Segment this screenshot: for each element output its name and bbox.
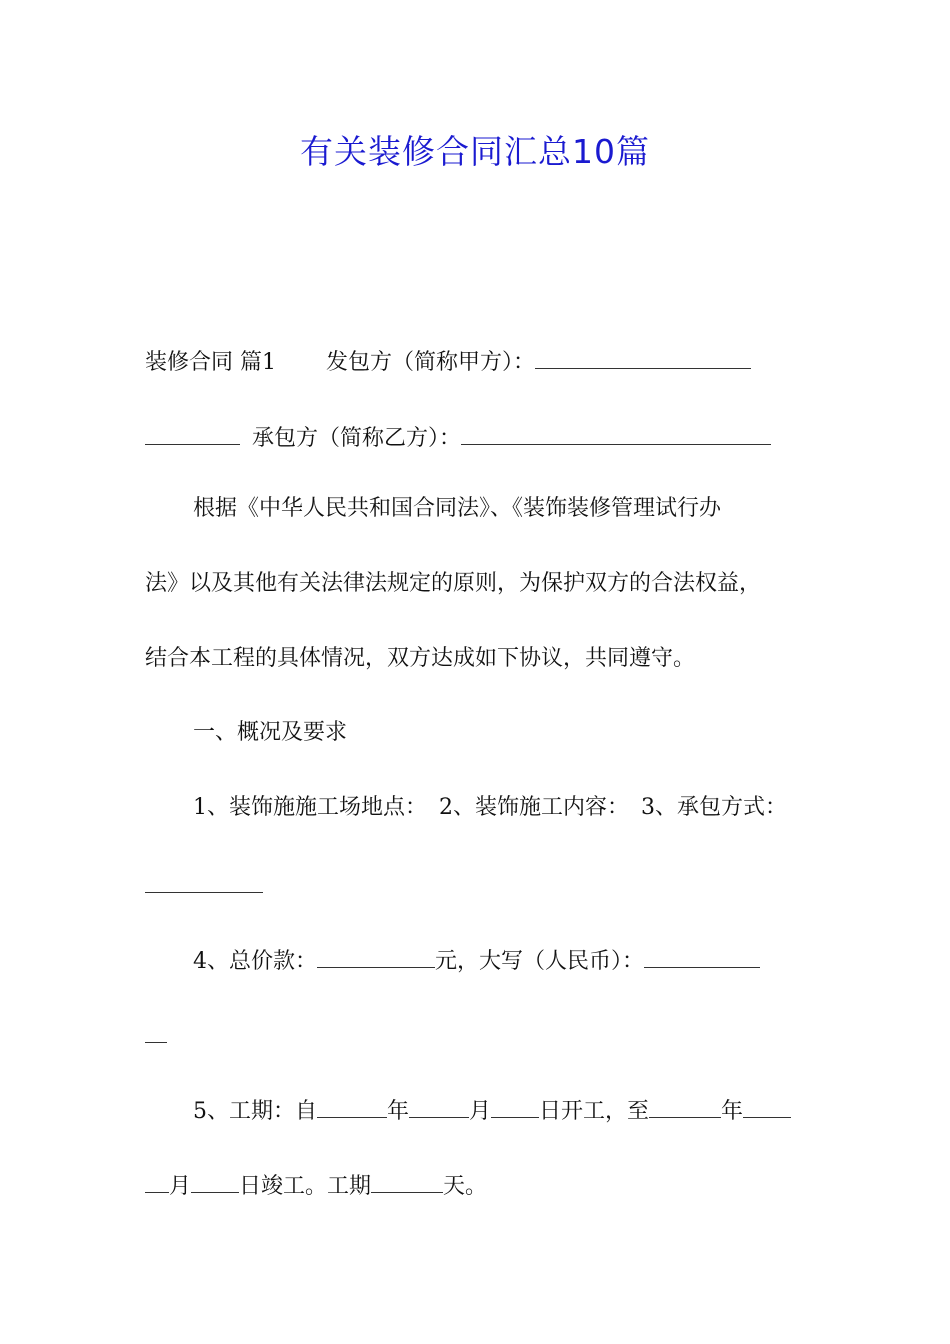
start-year-blank[interactable]: [317, 1091, 387, 1118]
end-month-unit: 月: [169, 1174, 192, 1199]
start-month-unit: 月: [469, 1099, 492, 1124]
price-in-words-blank-continued[interactable]: [145, 1016, 167, 1043]
start-month-blank[interactable]: [409, 1091, 469, 1118]
item-5-continued-line: [145, 1166, 810, 1204]
start-year-unit: 年: [387, 1099, 410, 1124]
total-price-blank[interactable]: [317, 941, 435, 968]
party-a-blank[interactable]: [535, 342, 751, 369]
item-3: 3、承包方式：: [641, 795, 787, 820]
end-year-blank[interactable]: [649, 1091, 721, 1118]
contract-heading: 装修合同 篇1: [145, 350, 276, 375]
start-day-blank[interactable]: [491, 1091, 539, 1118]
party-b-line: [145, 418, 810, 456]
party-b-blank[interactable]: [461, 418, 771, 445]
end-text: 日竣工。工期: [239, 1174, 372, 1199]
days-unit: 天。: [443, 1174, 488, 1199]
item-5-line: [193, 1091, 858, 1129]
end-day-blank[interactable]: [191, 1166, 239, 1193]
price-in-words-blank[interactable]: [644, 941, 760, 968]
paragraph-line-3: 结合本工程的具体情况，双方达成如下协议，共同遵守。: [145, 646, 696, 671]
party-a-blank-continued[interactable]: [145, 418, 240, 445]
party-a-label: 发包方（简称甲方）：: [326, 350, 536, 375]
paragraph-line-1: 根据《中华人民共和国合同法》、《装饰装修管理试行办: [193, 496, 722, 521]
item-4-line: [193, 941, 858, 979]
contract-heading-line: [145, 342, 810, 380]
end-month-blank[interactable]: [743, 1091, 791, 1118]
end-month-blank-continued[interactable]: [145, 1166, 169, 1193]
duration-blank[interactable]: [371, 1166, 443, 1193]
paragraph-line-2: 法》以及其他有关法律法规定的原则，为保护双方的合法权益，: [145, 571, 762, 596]
item-3-blank[interactable]: [145, 866, 263, 893]
item-4-label: 4、总价款：: [193, 949, 317, 974]
items-1-3-line: [193, 791, 858, 825]
section-heading: 一、概况及要求: [193, 720, 348, 745]
item-2: 2、装饰施工内容：: [439, 795, 629, 820]
item-4-unit: 元，大写（人民币）：: [435, 949, 645, 974]
item-1: 1、装饰施施工场地点：: [193, 795, 427, 820]
item-5-label: 5、工期：自: [193, 1099, 317, 1124]
start-text: 日开工，至: [539, 1099, 650, 1124]
item-3-blank-line: [145, 866, 810, 904]
end-year-unit: 年: [721, 1099, 744, 1124]
item-4-blank-line: [145, 1016, 810, 1054]
document-title: 有关装修合同汇总10篇: [300, 132, 650, 171]
party-b-label: 承包方（简称乙方）：: [252, 426, 462, 451]
